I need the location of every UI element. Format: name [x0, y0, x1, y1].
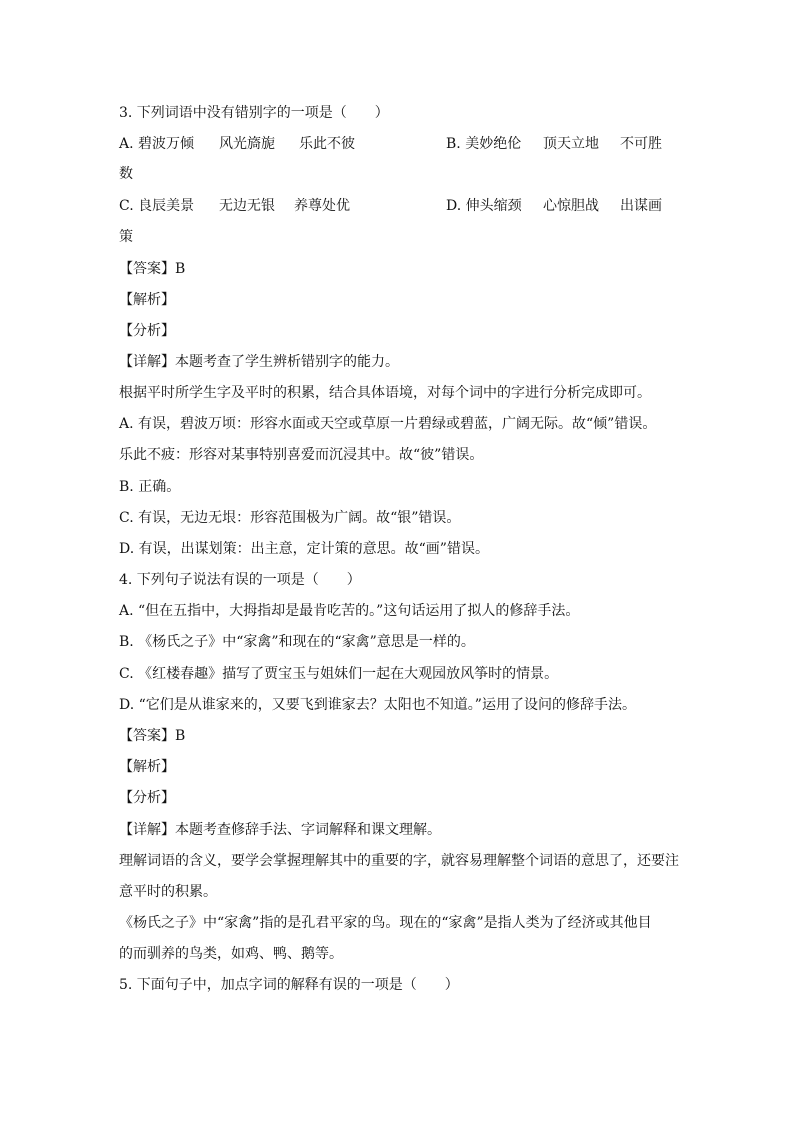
- q4-option-c: C. 《红楼春趣》描写了贾宝玉与姐妹们一起在大观园放风筝时的情景。: [119, 666, 559, 682]
- q3-option-b-continued: 数: [119, 166, 133, 182]
- q4-detail-text: 本题考查修辞手法、字词解释和课文理解。: [175, 822, 441, 838]
- q3-option-b-1: B. 美妙绝伦: [446, 136, 522, 152]
- q3-option-d-2: 心惊胆战: [543, 198, 599, 214]
- q3-analysis-heading: 【解析】: [119, 292, 175, 308]
- q3-explanation-line-2: A. 有误，碧波万顷：形容水面或天空或草原一片碧绿或碧蓝，广阔无际。故“倾”错误。: [119, 416, 657, 432]
- q3-explanation-line-3: 乐此不疲：形容对某事特别喜爱而沉浸其中。故“彼”错误。: [119, 447, 484, 463]
- q4-fenxi-heading: 【分析】: [119, 790, 175, 806]
- q3-detail-tag: 【详解】: [119, 354, 175, 370]
- q4-option-b: B. 《杨氏之子》中“家禽”和现在的“家禽”意思是一样的。: [119, 634, 475, 650]
- q3-stem: 3. 下列词语中没有错别字的一项是（ ）: [119, 105, 389, 121]
- q4-stem: 4. 下列句子说法有误的一项是（ ）: [119, 572, 361, 588]
- q3-option-b-2: 顶天立地: [543, 136, 599, 152]
- q3-explanation-line-5: C. 有误，无边无垠：形容范围极为广阔。故“银”错误。: [119, 510, 461, 526]
- q3-option-c-3: 养尊处优: [294, 198, 350, 214]
- q4-analysis-heading: 【解析】: [119, 759, 175, 775]
- q3-explanation-line-1: 根据平时所学生字及平时的积累，结合具体语境，对每个词中的字进行分析完成即可。: [119, 385, 651, 401]
- q4-option-d: D. “它们是从谁家来的，又要飞到谁家去？太阳也不知道。”运用了设问的修辞手法。: [119, 697, 636, 713]
- q3-explanation-line-6: D. 有误，出谋划策：出主意，定计策的意思。故“画”错误。: [119, 541, 489, 557]
- q3-answer: 【答案】B: [119, 261, 186, 277]
- q3-option-c-2: 无边无银: [219, 198, 275, 214]
- q4-detail-tag: 【详解】: [119, 822, 175, 838]
- q4-option-a: A. “但在五指中，大拇指却是最肯吃苦的。”这句话运用了拟人的修辞手法。: [119, 603, 580, 619]
- q4-explanation-line-4: 的而驯养的鸟类，如鸡、鸭、鹅等。: [119, 946, 343, 962]
- q5-stem: 5. 下面句子中，加点字词的解释有误的一项是（ ）: [119, 977, 459, 993]
- q3-option-d-continued: 策: [119, 229, 133, 245]
- q3-option-a-1: A. 碧波万倾: [119, 136, 195, 152]
- q3-detail-text: 本题考查了学生辨析错别字的能力。: [175, 354, 399, 370]
- q3-option-d-3: 出谋画: [620, 198, 662, 214]
- q3-detail: [119, 352, 399, 372]
- q4-detail: [119, 820, 441, 840]
- q3-explanation-line-4: B. 正确。: [119, 479, 181, 495]
- q4-explanation-line-1: 理解词语的含义，要学会掌握理解其中的重要的字，就容易理解整个词语的意思了，还要注: [119, 853, 679, 869]
- q4-explanation-line-3: 《杨氏之子》中“家禽”指的是孔君平家的鸟。现在的“家禽”是指人类为了经济或其他目: [119, 915, 652, 931]
- q3-option-b-3: 不可胜: [620, 136, 662, 152]
- q3-option-c-1: C. 良辰美景: [119, 198, 195, 214]
- q3-option-d-1: D. 伸头缩颈: [446, 198, 522, 214]
- q3-fenxi-heading: 【分析】: [119, 323, 175, 339]
- q3-option-a-3: 乐此不彼: [299, 136, 355, 152]
- q4-answer: 【答案】B: [119, 728, 186, 744]
- q3-option-a-2: 风光旖旎: [219, 136, 275, 152]
- q4-explanation-line-2: 意平时的积累。: [119, 884, 217, 900]
